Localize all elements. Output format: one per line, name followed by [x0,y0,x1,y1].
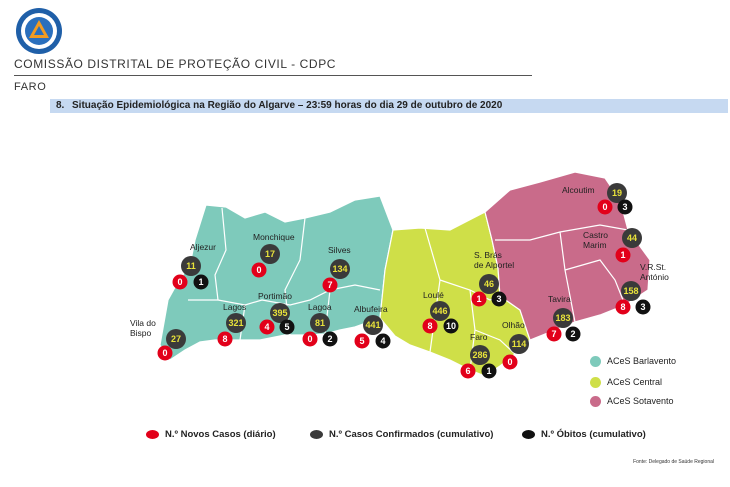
deaths-bubble-faro [482,364,497,379]
confirmed-bubble-tavira [553,308,573,328]
new-cases-bubble-lagoa-value: 0 [307,334,313,344]
central-swatch-icon [590,377,601,388]
section-number: 8. [56,100,65,111]
municipality-label-albufeira: Albufeira [354,304,388,314]
new-cases-bubble-lagos-value: 8 [222,334,228,344]
new-cases-bubble-monchique-value: 0 [256,265,262,275]
new-cases-bubble-tavira [547,327,562,342]
new-cases-bubble-alcoutim-value: 0 [602,202,608,212]
municipality-label-monchique: Monchique [253,232,295,242]
confirmed-bubble-monchique [260,244,280,264]
new-cases-bubble-castro-marim-value: 1 [620,250,626,260]
confirmed-bubble-lagos-value: 321 [228,318,244,328]
deaths-bubble-aljezur [194,275,209,290]
confirmed-bubble-lagos [226,313,246,333]
deaths-bubble-portimao [280,320,295,335]
legend-central [590,377,662,388]
confirmed-bubble-loule [430,301,450,321]
legend-new-cases [146,429,276,440]
confirmed-bubble-olhao [509,334,529,354]
municipality-label-olhao: Olhão [502,320,525,330]
deaths-bubble-faro-value: 1 [486,366,492,376]
deaths-bubble-v-r-st-antonio [636,300,651,315]
confirmed-bubble-v-r-st-antonio [621,281,641,301]
deaths-bubble-loule [444,319,459,334]
confirmed-bubble-olhao-value: 114 [511,339,527,349]
confirmed-bubble-albufeira-value: 441 [365,320,381,330]
new-cases-bubble-alcoutim [598,200,613,215]
legend-barlavento-label: ACeS Barlavento [607,356,677,366]
section-title: Situação Epidemiológica na Região do Algarve – 23:59 horas do dia 29 de outubro de 2020 [72,100,503,111]
municipality-label-vila-do-bispo: Vila do Bispo [130,318,156,338]
new-cases-bubble-albufeira [355,334,370,349]
confirmed-bubble-faro [470,345,490,365]
new-cases-bubble-faro-value: 6 [465,366,471,376]
new-cases-bubble-olhao [503,355,518,370]
deaths-bubble-alcoutim [618,200,633,215]
new-cases-bubble-loule-value: 8 [427,321,433,331]
deaths-bubble-tavira-value: 2 [570,329,576,339]
confirmed-bubble-lagoa [310,313,330,333]
organization-name: COMISSÃO DISTRITAL DE PROTEÇÃO CIVIL - CDPC [14,57,337,71]
new-cases-bubble-lagos [218,332,233,347]
new-cases-bubble-aljezur [173,275,188,290]
confirmed-bubble-aljezur [181,256,201,276]
deaths-bubble-albufeira [376,334,391,349]
new-cases-bubble-silves-value: 7 [327,280,333,290]
deaths-bubble-lagoa [323,332,338,347]
new-cases-bubble-monchique [252,263,267,278]
deaths-bubble-portimao-value: 5 [284,322,290,332]
legend-new-cases-label: N.º Novos Casos (diário) [165,429,276,440]
district-name: FARO [14,81,47,93]
new-cases-bubble-vila-do-bispo [158,346,173,361]
new-cases-bubble-silves [323,278,338,293]
confirmed-bubble-castro-marim-value: 44 [626,233,638,243]
deaths-bubble-albufeira-value: 4 [380,336,386,346]
deaths-bubble-s-bras-de-alportel [492,292,507,307]
new-cases-bubble-v-r-st-antonio-value: 8 [620,302,626,312]
deaths-bubble-tavira [566,327,581,342]
legend-confirmed-label: N.º Casos Confirmados (cumulativo) [329,429,494,440]
sotavento-swatch-icon [590,396,601,407]
confirmed-bubble-albufeira [363,315,383,335]
municipality-label-lagos: Lagos [223,302,247,312]
confirmed-bubble-alcoutim-value: 19 [611,188,623,198]
confirmed-bubble-v-r-st-antonio-value: 158 [623,286,639,296]
new-cases-dot-icon [146,430,159,439]
new-cases-bubble-s-bras-de-alportel [472,292,487,307]
new-cases-bubble-olhao-value: 0 [507,357,513,367]
new-cases-bubble-faro [461,364,476,379]
new-cases-bubble-v-r-st-antonio [616,300,631,315]
municipality-label-castro-marim: Castro Marim [583,230,609,250]
municipality-label-s-bras-de-alportel: S. Brás de Alportel [474,250,515,270]
new-cases-bubble-tavira-value: 7 [551,329,557,339]
confirmed-bubble-castro-marim [622,228,642,248]
source-note: Fonte: Delegado de Saúde Regional [633,459,714,465]
new-cases-bubble-vila-do-bispo-value: 0 [162,348,168,358]
confirmed-bubble-portimao-value: 395 [272,308,288,318]
confirmed-bubble-s-bras-de-alportel [479,274,499,294]
legend-deaths [522,429,646,440]
deaths-bubble-aljezur-value: 1 [198,277,204,287]
new-cases-bubble-portimao [260,320,275,335]
legend-confirmed [310,429,493,440]
deaths-bubble-s-bras-de-alportel-value: 3 [496,294,502,304]
municipality-label-loule: Loulé [423,290,444,300]
confirmed-bubble-silves [330,259,350,279]
confirmed-bubble-vila-do-bispo [166,329,186,349]
confirmed-bubble-silves-value: 134 [332,264,348,274]
deaths-dot-icon [522,430,535,439]
legend-deaths-label: N.º Óbitos (cumulativo) [541,429,646,440]
confirmed-bubble-tavira-value: 183 [555,313,571,323]
municipality-label-aljezur: Aljezur [190,242,216,252]
confirmed-bubble-s-bras-de-alportel-value: 46 [483,279,495,289]
municipality-label-portimao: Portimão [258,291,293,301]
legend-central-label: ACeS Central [607,377,663,387]
municipality-label-tavira: Tavira [548,294,571,304]
deaths-bubble-lagoa-value: 2 [327,334,333,344]
barlavento-swatch-icon [590,356,601,367]
confirmed-dot-icon [310,430,323,439]
new-cases-bubble-loule [423,319,438,334]
legend-sotavento [590,396,674,407]
confirmed-bubble-lagoa-value: 81 [314,318,326,328]
municipality-label-silves: Silves [328,245,351,255]
confirmed-bubble-vila-do-bispo-value: 27 [170,334,182,344]
new-cases-bubble-s-bras-de-alportel-value: 1 [476,294,482,304]
confirmed-bubble-monchique-value: 17 [264,249,276,259]
confirmed-bubble-faro-value: 286 [472,350,488,360]
new-cases-bubble-castro-marim [616,248,631,263]
deaths-bubble-alcoutim-value: 3 [622,202,628,212]
deaths-bubble-loule-value: 10 [445,321,457,331]
confirmed-bubble-loule-value: 446 [432,306,448,316]
new-cases-bubble-aljezur-value: 0 [177,277,183,287]
municipality-label-lagoa: Lagoa [308,302,332,312]
legend-sotavento-label: ACeS Sotavento [607,396,674,406]
deaths-bubble-v-r-st-antonio-value: 3 [640,302,646,312]
new-cases-bubble-albufeira-value: 5 [359,336,365,346]
legend-barlavento [590,356,676,367]
new-cases-bubble-lagoa [303,332,318,347]
municipality-label-alcoutim: Alcoutim [562,185,595,195]
municipality-label-v-r-st-antonio: V.R.St. António [640,262,669,282]
municipality-label-faro: Faro [470,332,488,342]
confirmed-bubble-aljezur-value: 11 [186,261,196,271]
new-cases-bubble-portimao-value: 4 [264,322,270,332]
